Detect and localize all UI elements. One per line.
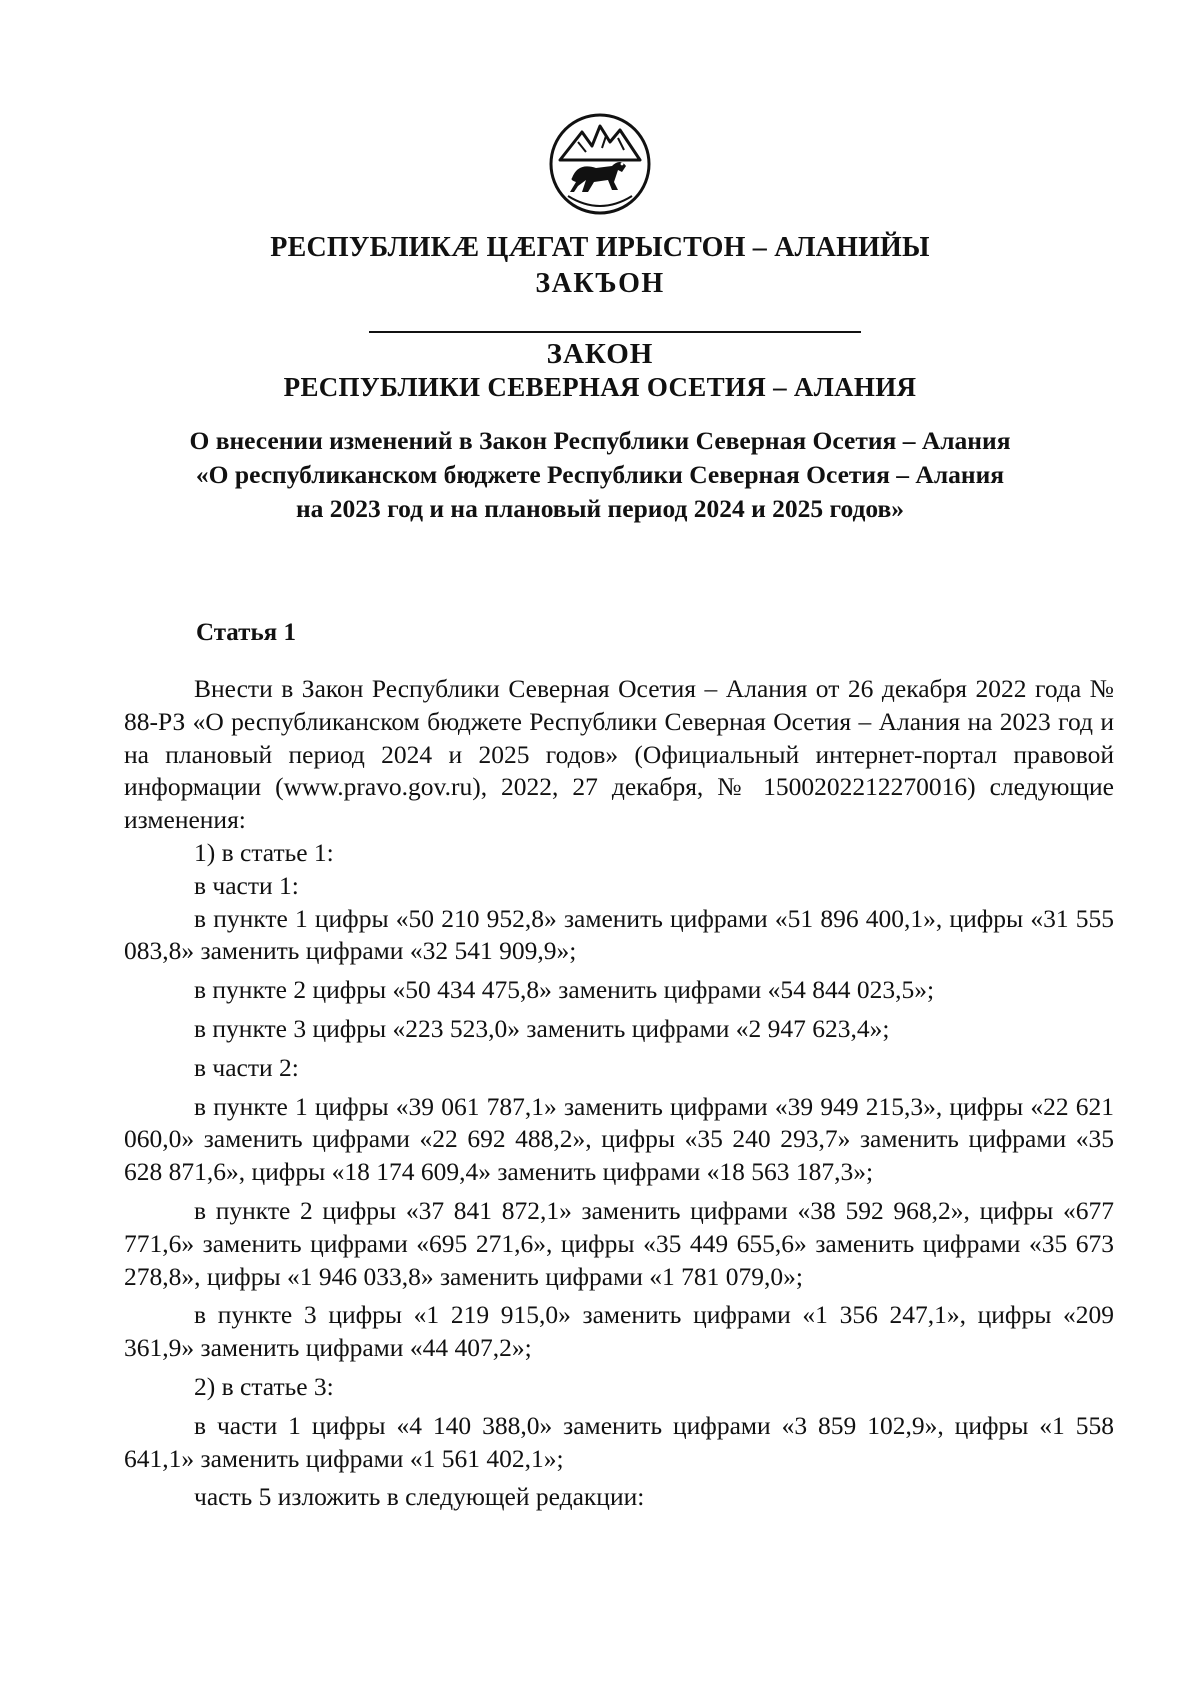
paragraph: 2) в статье 3: [194, 1371, 334, 1401]
paragraph: в пункте 3 цифры «1 219 915,0» заменить цифрами «1 356 247,1», цифры «209 361,9» заменить цифрами «44 407,2»; [124, 1300, 1114, 1363]
law-title-line: О внесении изменений в Закон Республики Северная Осетия – Алания [189, 426, 1011, 455]
paragraph: в части 1: [194, 870, 299, 900]
coat-of-arms-emblem-icon [548, 112, 652, 216]
law-heading-russian: ЗАКОН [546, 338, 654, 370]
law-heading-ossetian: ЗАКЪОН [535, 268, 665, 299]
article-heading: Статья 1 [196, 619, 296, 646]
divider-line [369, 331, 861, 333]
paragraph: в пункте 1 цифры «39 061 787,1» заменить цифрами «39 949 215,3», цифры «22 621 060,0» заменить цифрами «22 692 488,2», цифры «35 240 293,7» заменить цифрами «35 628 871,6», цифры «18 174 609,4» заменить цифрами «18 563 187,3»; [124, 1091, 1114, 1187]
paragraph: в пункте 1 цифры «50 210 952,8» заменить цифрами «51 896 400,1», цифры «31 555 083,8» заменить цифрами «32 541 909,9»; [124, 903, 1114, 966]
republic-name-ossetian: РЕСПУБЛИКÆ ЦÆГАТ ИРЫСТОН – АЛАНИЙЫ [270, 232, 930, 263]
paragraph: Внести в Закон Республики Северная Осетия – Алания от 26 декабря 2022 года № 88-РЗ «О республиканском бюджете Республики Северная Осетия – Алания на 2023 год и на плановый период 2024 и 2025 годов» (Официальный интернет-портал правовой информации (www.pravo.gov.ru), 2022, 27 декабря, № 1500202212270016) следующие изменения: [124, 674, 1114, 835]
article-body [124, 673, 1114, 1514]
paragraph: в пункте 3 цифры «223 523,0» заменить цифрами «2 947 623,4»; [194, 1013, 890, 1043]
republic-name-russian: РЕСПУБЛИКИ СЕВЕРНАЯ ОСЕТИЯ – АЛАНИЯ [283, 372, 917, 402]
paragraph: часть 5 изложить в следующей редакции: [194, 1482, 645, 1512]
law-title-line: на 2023 год и на плановый период 2024 и 2025 годов» [295, 494, 905, 523]
paragraph: 1) в статье 1: [194, 837, 334, 867]
paragraph: в пункте 2 цифры «50 434 475,8» заменить цифрами «54 844 023,5»; [194, 975, 935, 1005]
paragraph: в части 2: [194, 1052, 299, 1082]
law-title-line: «О республиканском бюджете Республики Северная Осетия – Алания [195, 460, 1005, 489]
law-title [0, 424, 1200, 526]
paragraph: в пункте 2 цифры «37 841 872,1» заменить цифрами «38 592 968,2», цифры «677 771,6» заменить цифрами «695 271,6», цифры «35 449 655,6» заменить цифрами «35 673 278,8», цифры «1 946 033,8» заменить цифрами «1 781 079,0»; [124, 1195, 1114, 1291]
paragraph: в части 1 цифры «4 140 388,0» заменить цифрами «3 859 102,9», цифры «1 558 641,1» заменить цифрами «1 561 402,1»; [124, 1410, 1114, 1473]
